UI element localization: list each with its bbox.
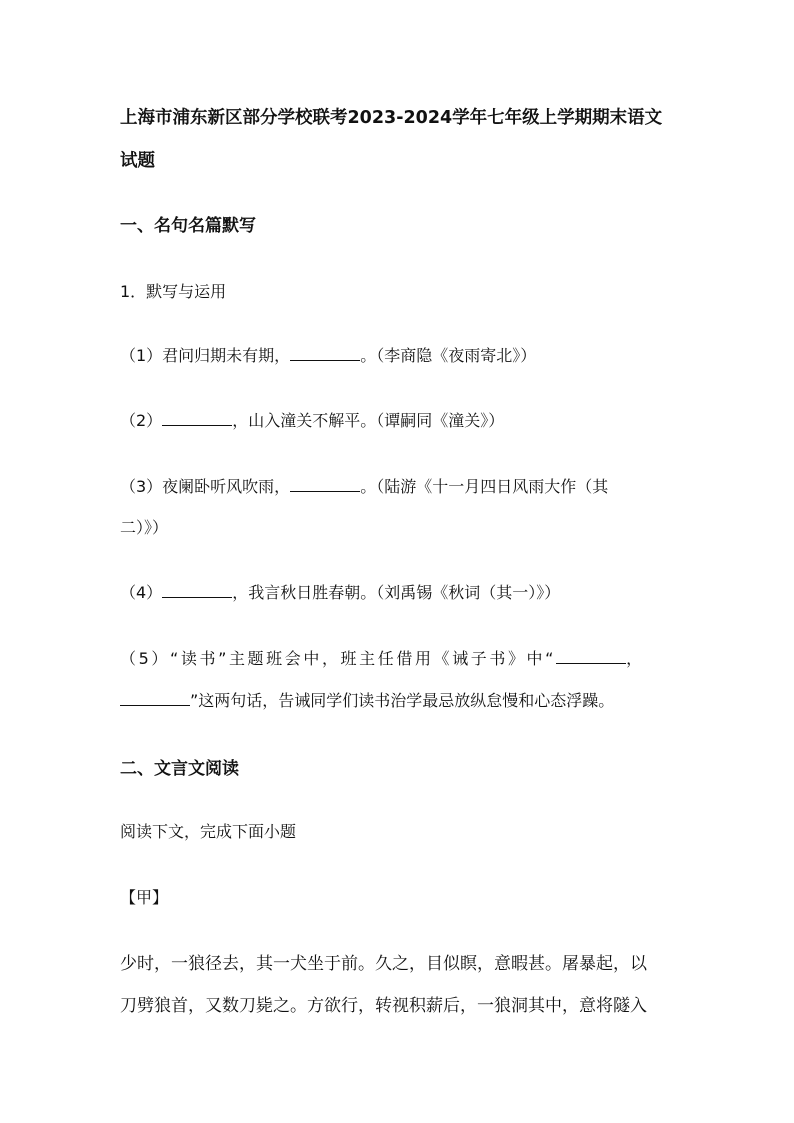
item-4 — [120, 582, 560, 604]
fill-blank — [556, 649, 626, 664]
item-3-continued: 二）》） — [120, 518, 169, 537]
item-1-post: 。（李商隐《夜雨寄北》） — [360, 346, 537, 365]
item-2 — [120, 410, 504, 432]
item-5-line1 — [120, 648, 642, 670]
item-4-post: ，我言秋日胜春朝。（刘禹锡《秋词（其一）》） — [232, 583, 561, 602]
item-4-pre: （4） — [120, 583, 163, 602]
item-5-mid: ， — [626, 649, 643, 668]
fill-blank — [290, 346, 360, 361]
section2-instruction: 阅读下文，完成下面小题 — [120, 822, 297, 841]
question-1-label: 1．默写与运用 — [120, 282, 227, 301]
passage-jia-label: 【甲】 — [120, 888, 169, 907]
item-1 — [120, 345, 536, 367]
fill-blank — [290, 477, 360, 492]
item-5-pre: （5）“读书”主题班会中，班主任借用《诫子书》中“ — [120, 649, 557, 668]
fill-blank — [162, 583, 232, 598]
item-5-post: ”这两句话，告诫同学们读书治学最忌放纵怠慢和心态浮躁。 — [190, 691, 615, 710]
section1-heading: 一、名句名篇默写 — [120, 216, 256, 236]
doc-title-line1: 上海市浦东新区部分学校联考2023-2024学年七年级上学期期末语文 — [120, 108, 663, 128]
doc-title-line2: 试题 — [120, 151, 155, 171]
section2-heading: 二、文言文阅读 — [120, 759, 239, 779]
item-3-pre: （3）夜阑卧听风吹雨， — [120, 477, 291, 496]
passage-line-1: 少时，一狼径去，其一犬坐于前。久之，目似瞑，意暇甚。屠暴起，以 — [120, 954, 647, 974]
item-1-pre: （1）君问归期未有期， — [120, 346, 291, 365]
item-2-post: ，山入潼关不解平。（谭嗣同《潼关》） — [232, 411, 505, 430]
fill-blank — [162, 411, 232, 426]
item-3 — [120, 476, 608, 498]
passage-line-2: 刀劈狼首，又数刀毙之。方欲行，转视积薪后，一狼洞其中，意将隧入 — [120, 996, 647, 1016]
fill-blank — [120, 691, 190, 706]
item-3-post: 。（陆游《十一月四日风雨大作（其 — [360, 477, 609, 496]
item-2-pre: （2） — [120, 411, 163, 430]
item-5-line2 — [120, 690, 614, 712]
